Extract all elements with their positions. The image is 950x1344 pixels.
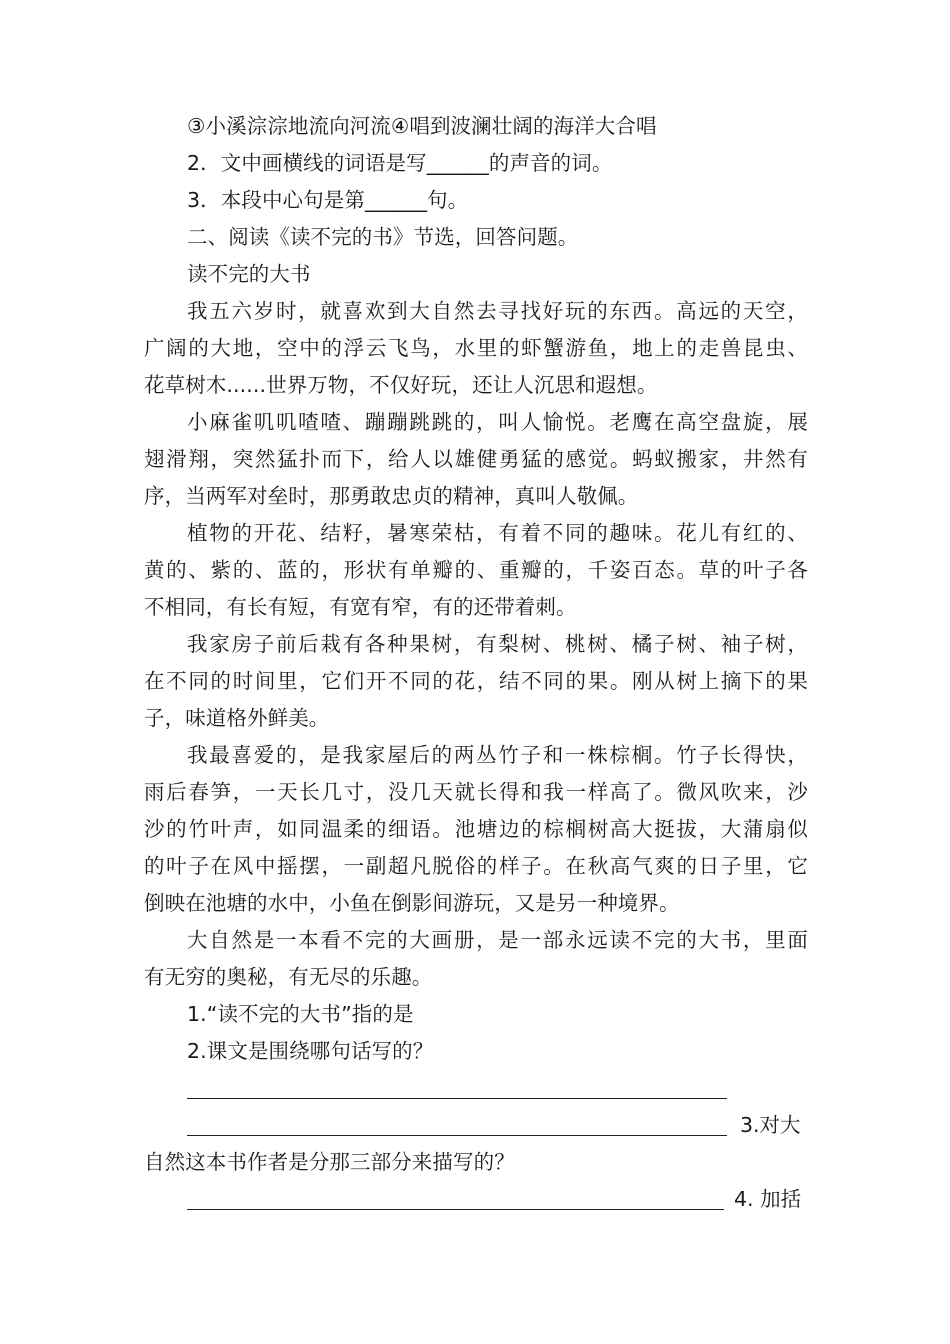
- paragraph-1-line-1: 我五六岁时，就喜欢到大自然去寻找好玩的东西。高远的天空，: [187, 299, 808, 323]
- reading-question-4-start: 4. 加括: [734, 1187, 802, 1211]
- reading-question-2: 2.课文是围绕哪句话写的？: [187, 1039, 434, 1063]
- paragraph-6-line-1: 大自然是一本看不完的大画册，是一部永远读不完的大书，里面: [187, 928, 808, 952]
- paragraph-3-line-1: 植物的开花、结籽，暑寒荣枯，有着不同的趣味。花儿有红的、: [187, 521, 808, 545]
- reading-question-1: 1.“读不完的大书”指的是: [187, 1002, 414, 1026]
- paragraph-4-line-2: 在不同的时间里，它们开不同的花，结不同的果。刚从树上摘下的果: [144, 669, 808, 693]
- paragraph-2-line-2: 翅滑翔，突然猛扑而下，给人以雄健勇猛的感觉。蚂蚁搬家，井然有: [144, 447, 808, 471]
- reading-question-3-start: 3.对大: [740, 1113, 801, 1137]
- question-3: 3．本段中心句是第______句。: [187, 188, 469, 212]
- answer-blank-1[interactable]: [187, 1098, 727, 1099]
- question-option-line: ③小溪淙淙地流向河流④唱到波澜壮阔的海洋大合唱: [187, 114, 657, 138]
- section-heading: 二、阅读《读不完的书》节选，回答问题。: [187, 225, 579, 249]
- paragraph-5-line-5: 倒映在池塘的水中，小鱼在倒影间游玩，又是另一种境界。: [144, 891, 680, 915]
- paragraph-5-line-2: 雨后春笋，一天长几寸，没几天就长得和我一样高了。微风吹来，沙: [144, 780, 808, 804]
- reading-question-3-continued: 自然这本书作者是分那三部分来描写的？: [144, 1150, 515, 1174]
- answer-blank-2[interactable]: [187, 1135, 727, 1136]
- paragraph-4-line-1: 我家房子前后栽有各种果树，有梨树、桃树、橘子树、袖子树，: [187, 632, 808, 656]
- paragraph-5-line-1: 我最喜爱的，是我家屋后的两丛竹子和一株棕榈。竹子长得快，: [187, 743, 808, 767]
- paragraph-2-line-1: 小麻雀叽叽喳喳、蹦蹦跳跳的，叫人愉悦。老鹰在高空盘旋，展: [187, 410, 808, 434]
- question-2: 2．文中画横线的词语是写______的声音的词。: [187, 151, 613, 175]
- paragraph-3-line-2: 黄的、紫的、蓝的，形状有单瓣的、重瓣的，千姿百态。草的叶子各: [144, 558, 808, 582]
- paragraph-2-line-3: 序，当两军对垒时，那勇敢忠贞的精神，真叫人敬佩。: [144, 484, 639, 508]
- paragraph-3-line-3: 不相同，有长有短，有宽有窄，有的还带着刺。: [144, 595, 577, 619]
- passage-title: 读不完的大书: [187, 262, 311, 286]
- paragraph-5-line-4: 的叶子在风中摇摆，一副超凡脱俗的样子。在秋高气爽的日子里，它: [144, 854, 808, 878]
- paragraph-6-line-2: 有无穷的奥秘，有无尽的乐趣。: [144, 965, 433, 989]
- paragraph-1-line-2: 广阔的大地，空中的浮云飞鸟，水里的虾蟹游鱼，地上的走兽昆虫、: [144, 336, 808, 360]
- paragraph-1-line-3: 花草树木......世界万物，不仅好玩，还让人沉思和遐想。: [144, 373, 658, 397]
- paragraph-5-line-3: 沙的竹叶声，如同温柔的细语。池塘边的棕榈树高大挺拔，大蒲扇似: [144, 817, 808, 841]
- answer-blank-3[interactable]: [187, 1209, 724, 1210]
- paragraph-4-line-3: 子，味道格外鲜美。: [144, 706, 330, 730]
